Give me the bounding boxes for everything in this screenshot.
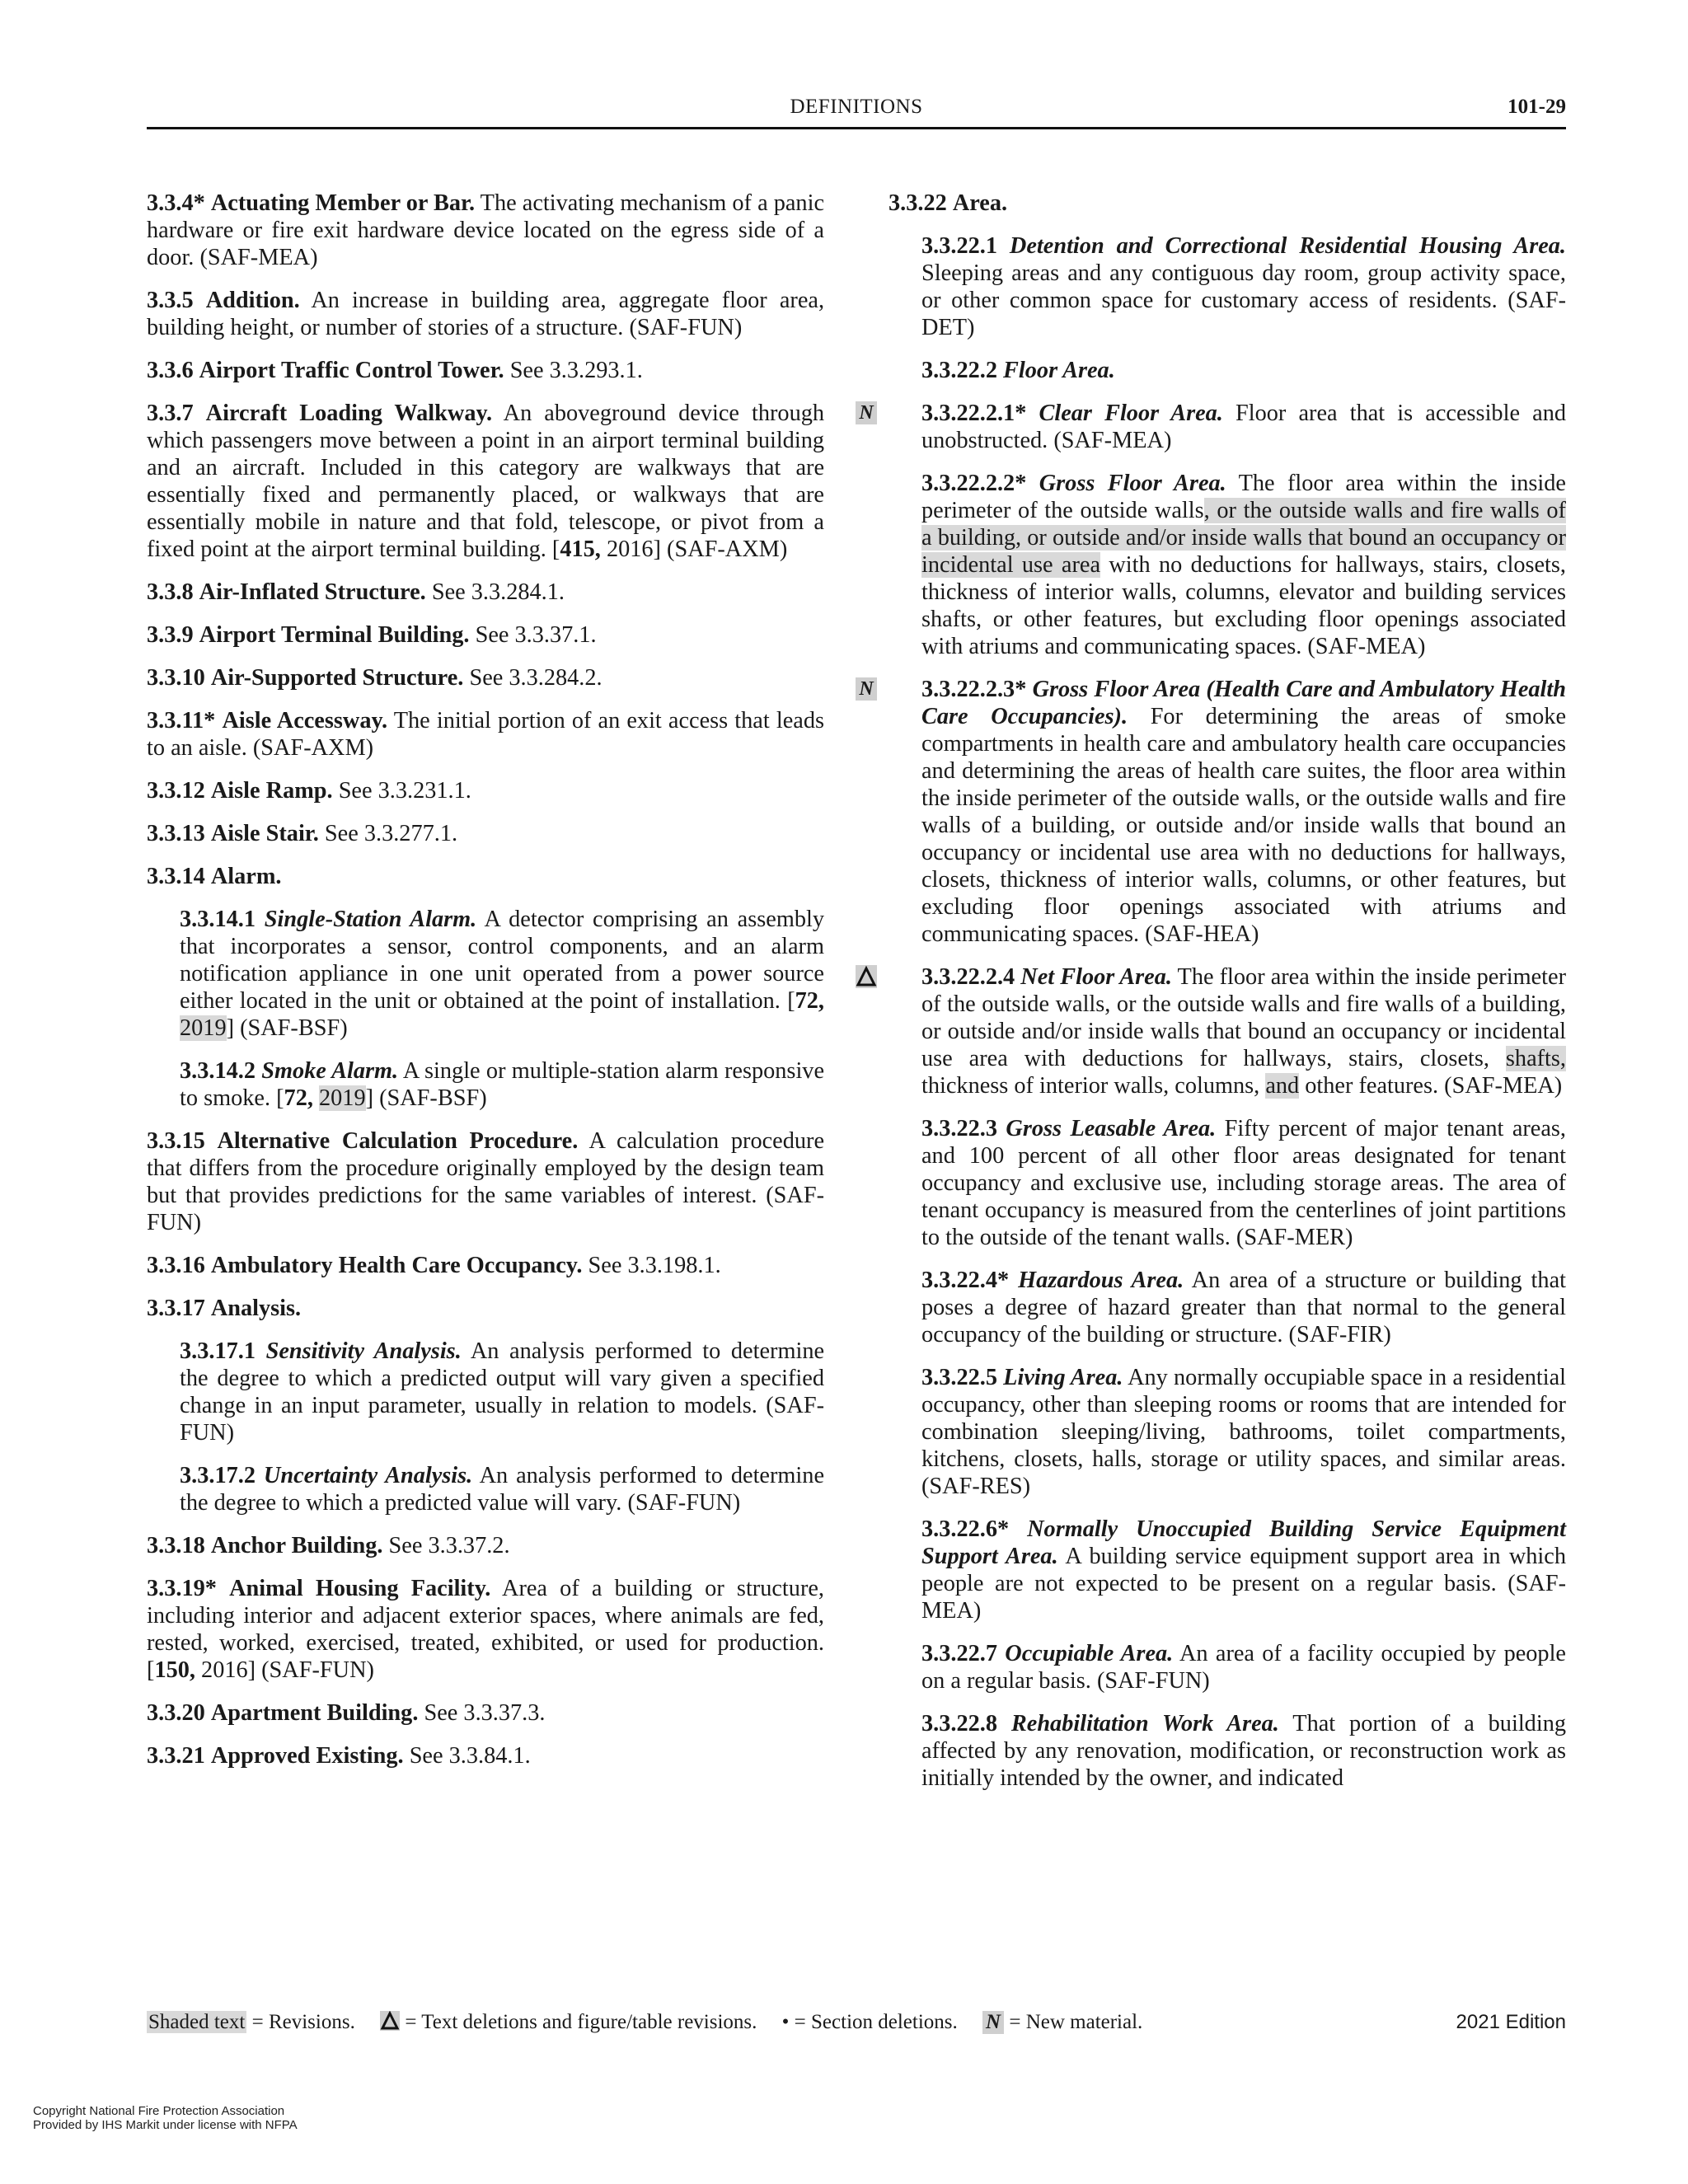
page-header (147, 96, 1566, 129)
definition-heading: 3.3.22 Area. (889, 190, 1008, 216)
copyright-line: Copyright National Fire Protection Association (33, 2104, 285, 2118)
new-material-legend-marker: N (982, 2011, 1004, 2034)
page-number: 101-29 (1507, 96, 1566, 118)
definition-entry: 3.3.4* Actuating Member or Bar. The activating mechanism of a panic hardware or fire exit hardware device located on the egress side of a door. (SAF-MEA) (147, 190, 825, 270)
definition-entry: 3.3.20 Apartment Building. See 3.3.37.3. (147, 1700, 546, 1726)
page-footer (147, 2011, 1566, 2039)
definition-subentry: 3.3.22.2.2* Gross Floor Area. The floor area within the inside perimeter of the outside walls, or the outside walls and fire walls of a building, or outside and/or inside walls that bound an occupancy or incidental use area with no deductions for hallways, stairs, closets, thickness of interior walls, columns, elevator and building services shafts, or other features, but excluding floor openings associated with atriums and communicating spaces. (SAF-MEA) (921, 471, 1566, 659)
copyright-notice (33, 2104, 298, 2132)
definition-entry: 3.3.18 Anchor Building. See 3.3.37.2. (147, 1533, 510, 1558)
definition-entry: 3.3.12 Aisle Ramp. See 3.3.231.1. (147, 778, 471, 804)
definition-entry: 3.3.11* Aisle Accessway. The initial portion of an exit access that leads to an aisle. (SAF-AXM) (147, 708, 824, 761)
definition-entry: 3.3.15 Alternative Calculation Procedure. A calculation procedure that differs from the procedure originally employed by the design team but that provides predictions for the same variables of interest. (SAF-FUN) (147, 1128, 825, 1235)
right-column (859, 190, 1567, 1807)
definition-subentry: 3.3.22.6* Normally Unoccupied Building Service Equipment Support Area. A building service equipment support area in which people are not expected to be present on a regular basis. (SAF-MEA) (921, 1516, 1566, 1624)
definition-subentry: 3.3.17.2 Uncertainty Analysis. An analysis performed to determine the degree to which a predicted value will vary. (SAF-FUN) (180, 1463, 824, 1516)
definition-entry: 3.3.8 Air-Inflated Structure. See 3.3.284.1. (147, 579, 565, 605)
definition-subentry: 3.3.22.7 Occupiable Area. An area of a facility occupied by people on a regular basis. (SAF-FUN) (921, 1641, 1566, 1694)
bullet-icon: • (781, 2011, 790, 2033)
definition-subentry: 3.3.22.8 Rehabilitation Work Area. That portion of a building affected by any renovation, modification, or reconstruction work as initially intended by the owner, and indicated (921, 1711, 1566, 1791)
definition-subentry-wrap (889, 963, 1566, 1099)
new-material-marker: N (856, 677, 877, 701)
new-material-marker: N (856, 401, 877, 424)
definition-subentry: 3.3.22.2.1* Clear Floor Area. Floor area that is accessible and unobstructed. (SAF-MEA) (921, 401, 1566, 453)
shaded-text-desc: = Revisions. (251, 2011, 355, 2033)
definition-entry: 3.3.6 Airport Traffic Control Tower. See 3.3.293.1. (147, 358, 643, 383)
definition-subentry: 3.3.22.1 Detention and Correctional Residential Housing Area. Sleeping areas and any contiguous day room, group activity space, or other common space for customary access of residents. (SAF-DET) (921, 233, 1566, 340)
definition-entry: 3.3.21 Approved Existing. See 3.3.84.1. (147, 1743, 531, 1769)
definition-subentry: 3.3.22.2.4 Net Floor Area. The floor area within the inside perimeter of the outside walls, or the outside walls and fire walls of a building, or outside and/or inside walls that bound an occupancy or incidental use area with deductions for hallways, stairs, closets, shafts, thickness of interior walls, columns, and other features. (SAF-MEA) (921, 964, 1567, 1099)
delta-icon (380, 2011, 400, 2031)
definition-subentry-wrap (859, 676, 1567, 948)
section-title: DEFINITIONS (790, 96, 923, 118)
bullet-desc: = Section deletions. (794, 2011, 958, 2033)
definition-subentry: 3.3.14.2 Smoke Alarm. A single or multiple-station alarm responsive to smoke. [72, 2019] (SAF-BSF) (180, 1058, 825, 1111)
revision-legend (147, 2011, 1142, 2034)
definition-entry: 3.3.9 Airport Terminal Building. See 3.3.37.1. (147, 622, 597, 648)
license-line: Provided by IHS Markit under license with NFPA (33, 2118, 298, 2132)
definition-subentry: 3.3.22.3 Gross Leasable Area. Fifty percent of major tenant areas, and 100 percent of all other floor areas designated for tenant occupancy and exclusive use, including storage areas. The area of tenant occupancy is measured from the centerlines of joint partitions to the outside of the tenant walls. (SAF-MER) (921, 1116, 1567, 1250)
definition-entry: 3.3.7 Aircraft Loading Walkway. An aboveground device through which passengers move between a point in an airport terminal building and an aircraft. Included in this category are walkways that are essentially fixed and permanently placed, or walkways that are essentially mobile in nature and that fold, telescope, or pivot from a fixed point at the airport terminal building. [415, 2016] (SAF-AXM) (147, 401, 825, 562)
definition-subentry: 3.3.22.4* Hazardous Area. An area of a structure or building that poses a degree of hazard greater than that normal to the general occupancy of the building or structure. (SAF-FIR) (921, 1268, 1566, 1347)
definition-subentry-wrap (859, 400, 1566, 454)
edition-label: 2021 Edition (1456, 2011, 1566, 2033)
definition-entry: 3.3.19* Animal Housing Facility. Area of a building or structure, including interior and adjacent exterior spaces, where animals are fed, rested, worked, exercised, treated, exhibited, or used for production. [150, 2016] (SAF-FUN) (147, 1576, 825, 1683)
definition-entry: 3.3.10 Air-Supported Structure. See 3.3.284.2. (147, 665, 603, 691)
new-material-desc: = New material. (1009, 2011, 1143, 2033)
definition-heading: 3.3.14 Alarm. (147, 864, 282, 889)
revision-delta-icon (856, 965, 877, 988)
definition-subentry: 3.3.17.1 Sensitivity Analysis. An analysis performed to determine the degree to which a predicted output will vary given a specified change in an input parameter, usually in relation to models. (SAF-FUN) (180, 1338, 825, 1446)
left-column (147, 190, 824, 1785)
delta-desc: = Text deletions and figure/table revisions. (405, 2011, 757, 2033)
definition-subentry: 3.3.14.1 Single-Station Alarm. A detector comprising an assembly that incorporates a sensor, control components, and an alarm notification appliance in one unit operated from a power source either located in the unit or obtained at the point of installation. [72, 2019] (SAF-BSF) (180, 907, 824, 1041)
definition-subheading: 3.3.22.2 Floor Area. (921, 358, 1115, 383)
definition-subentry: 3.3.22.5 Living Area. Any normally occupiable space in a residential occupancy, other than sleeping rooms or rooms that are intended for combination sleeping/living, bathrooms, toilet compartments, kitchens, closets, halls, storage or utility spaces, and similar areas. (SAF-RES) (921, 1365, 1566, 1499)
definition-entry: 3.3.5 Addition. An increase in building area, aggregate floor area, building height, or number of stories of a structure. (SAF-FUN) (147, 288, 825, 340)
definition-entry: 3.3.16 Ambulatory Health Care Occupancy. See 3.3.198.1. (147, 1253, 721, 1278)
shaded-text-sample: Shaded text (148, 2011, 246, 2033)
definition-subentry: 3.3.22.2.3* Gross Floor Area (Health Care and Ambulatory Health Care Occupancies). For determining the areas of smoke compartments in health care and ambulatory health care occupancies and determining the areas of health care suites, the floor area within the inside perimeter of the outside walls, or the outside walls and fire walls of a building, or outside and/or inside walls that bound an occupancy or incidental use area with no deductions for hallways, closets, thickness of interior walls, columns, or other features, but excluding floor openings associated with atriums and communicating spaces. (SAF-HEA) (921, 677, 1567, 947)
definition-heading: 3.3.17 Analysis. (147, 1296, 302, 1321)
definition-entry: 3.3.13 Aisle Stair. See 3.3.277.1. (147, 821, 458, 846)
